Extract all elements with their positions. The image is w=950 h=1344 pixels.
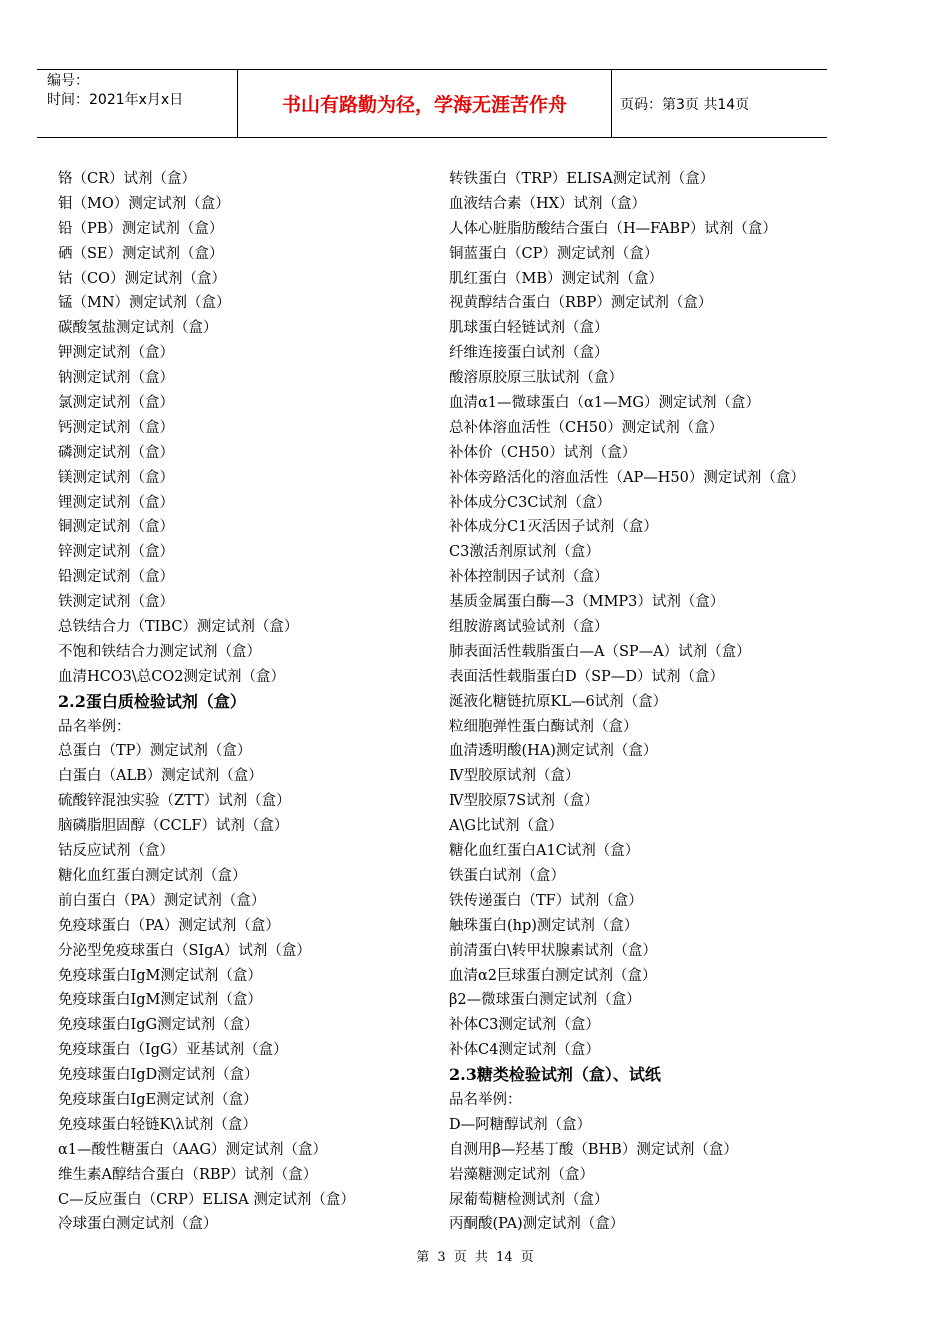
list-item: 铁测定试剂（盒） bbox=[58, 594, 174, 611]
list-item: 前白蛋白（PA）测定试剂（盒） bbox=[58, 892, 266, 909]
list-item: 粒细胞弹性蛋白酶试剂（盒） bbox=[449, 718, 638, 735]
header-meta bbox=[47, 72, 237, 110]
list-item: 钴反应试剂（盒） bbox=[58, 843, 174, 860]
list-item: β2—微球蛋白测定试剂（盒） bbox=[449, 992, 641, 1009]
list-item: 补体C4测定试剂（盒） bbox=[449, 1042, 600, 1059]
list-item: 肺表面活性载脂蛋白—A（SP—A）试剂（盒） bbox=[449, 643, 751, 660]
list-item: 维生素A醇结合蛋白（RBP）试剂（盒） bbox=[58, 1166, 318, 1183]
list-item: 补体价（CH50）试剂（盒） bbox=[449, 444, 637, 461]
list-item: 补体C3测定试剂（盒） bbox=[449, 1017, 600, 1034]
list-item: 硒（SE）测定试剂（盒） bbox=[58, 245, 224, 262]
list-item: 总蛋白（TP）测定试剂（盒） bbox=[58, 743, 252, 760]
document-number-label: 编号： bbox=[47, 73, 89, 89]
list-item: 钠测定试剂（盒） bbox=[58, 370, 174, 387]
list-item: 磷测定试剂（盒） bbox=[58, 444, 174, 461]
list-item: 组胺游离试验试剂（盒） bbox=[449, 619, 609, 636]
list-item: C3激活剂原试剂（盒） bbox=[449, 544, 600, 561]
list-item: 触珠蛋白(hp)测定试剂（盒） bbox=[449, 917, 639, 934]
list-item: A\G比试剂（盒） bbox=[449, 818, 563, 835]
list-item: 免疫球蛋白IgE测定试剂（盒） bbox=[58, 1091, 258, 1108]
page-footer: 第 3 页 共 14 页 bbox=[416, 1250, 534, 1265]
list-item: 铅（PB）测定试剂（盒） bbox=[58, 220, 224, 237]
list-item: 补体旁路活化的溶血活性（AP—H50）测定试剂（盒） bbox=[449, 469, 805, 486]
list-item: 糖化血红蛋白测定试剂（盒） bbox=[58, 867, 247, 884]
header-divider bbox=[611, 70, 612, 137]
list-item: 视黄醇结合蛋白（RBP）测定试剂（盒） bbox=[449, 295, 713, 312]
list-item: 免疫球蛋白（PA）测定试剂（盒） bbox=[58, 917, 280, 934]
list-item: 分泌型免疫球蛋白（SIgA）试剂（盒） bbox=[58, 942, 311, 959]
list-item: 锰（MN）测定试剂（盒） bbox=[58, 295, 231, 312]
left-column bbox=[58, 167, 458, 1237]
list-item: C—反应蛋白（CRP）ELISA 测定试剂（盒） bbox=[58, 1191, 355, 1208]
list-item: 表面活性载脂蛋白D（SP—D）试剂（盒） bbox=[449, 668, 724, 685]
list-item: 总补体溶血活性（CH50）测定试剂（盒） bbox=[449, 419, 724, 436]
list-item: 血清α2巨球蛋白测定试剂（盒） bbox=[449, 967, 657, 984]
list-item: 岩藻糖测定试剂（盒） bbox=[449, 1166, 594, 1183]
list-item: 转铁蛋白（TRP）ELISA测定试剂（盒） bbox=[449, 171, 715, 187]
list-item: 锌测定试剂（盒） bbox=[58, 544, 174, 561]
list-item: 前清蛋白\转甲状腺素试剂（盒） bbox=[449, 942, 657, 959]
list-item: 血清透明酸(HA)测定试剂（盒） bbox=[449, 743, 658, 760]
right-column bbox=[449, 167, 869, 1237]
list-item: 糖化血红蛋白A1C试剂（盒） bbox=[449, 843, 640, 860]
list-item: 肌红蛋白（MB）测定试剂（盒） bbox=[449, 270, 664, 287]
section-heading: 2.3糖类检验试剂（盒）、试纸 bbox=[449, 1065, 661, 1085]
list-item: 氯测定试剂（盒） bbox=[58, 395, 174, 412]
list-item: 基质金属蛋白酶—3（MMP3）试剂（盒） bbox=[449, 594, 725, 611]
list-item: 铜蓝蛋白（CP）测定试剂（盒） bbox=[449, 245, 659, 262]
list-item: 自测用β—羟基丁酸（BHB）测定试剂（盒） bbox=[449, 1141, 738, 1158]
list-item: 免疫球蛋白轻链K\λ试剂（盒） bbox=[58, 1116, 257, 1133]
list-item: 丙酮酸(PA)测定试剂（盒） bbox=[449, 1216, 625, 1233]
list-item: 纤维连接蛋白试剂（盒） bbox=[449, 345, 609, 362]
list-item: 人体心脏脂肪酸结合蛋白（H—FABP）试剂（盒） bbox=[449, 220, 777, 237]
list-item: 补体成分C1灭活因子试剂（盒） bbox=[449, 519, 658, 536]
list-item: 涎液化糖链抗原KL—6试剂（盒） bbox=[449, 693, 668, 710]
list-item: 铁传递蛋白（TF）试剂（盒） bbox=[449, 892, 643, 909]
list-item: 血清α1—微球蛋白（α1—MG）测定试剂（盒） bbox=[449, 395, 760, 412]
list-item: 免疫球蛋白IgM测定试剂（盒） bbox=[58, 992, 262, 1009]
list-item: 钴（CO）测定试剂（盒） bbox=[58, 270, 226, 287]
list-item: 铁蛋白试剂（盒） bbox=[449, 867, 565, 884]
list-item: 免疫球蛋白IgD测定试剂（盒） bbox=[58, 1067, 259, 1084]
list-item: 锂测定试剂（盒） bbox=[58, 494, 174, 511]
list-item: 酸溶原胶原三肽试剂（盒） bbox=[449, 370, 623, 387]
header-motto: 书山有路勤为径，学海无涯苦作舟 bbox=[281, 94, 567, 116]
page-header bbox=[37, 69, 827, 138]
list-item: 血液结合素（HX）试剂（盒） bbox=[449, 195, 646, 212]
section-heading: 2.2蛋白质检验试剂（盒） bbox=[58, 691, 246, 711]
list-item: 补体成分C3C试剂（盒） bbox=[449, 494, 611, 511]
list-item: Ⅳ型胶原试剂（盒） bbox=[449, 768, 580, 785]
header-page-label: 页码：第3页 共14页 bbox=[620, 96, 750, 113]
list-item: Ⅳ型胶原7S试剂（盒） bbox=[449, 793, 599, 810]
list-item: α1—酸性糖蛋白（AAG）测定试剂（盒） bbox=[58, 1141, 328, 1158]
list-item: 钾测定试剂（盒） bbox=[58, 345, 174, 362]
list-item: 不饱和铁结合力测定试剂（盒） bbox=[58, 643, 261, 660]
list-item: 血清HCO3\总CO2测定试剂（盒） bbox=[58, 668, 285, 685]
list-item: 冷球蛋白测定试剂（盒） bbox=[58, 1216, 218, 1233]
list-item: 铅测定试剂（盒） bbox=[58, 569, 174, 586]
list-item: 品名举例： bbox=[58, 718, 131, 735]
list-item: 品名举例： bbox=[449, 1091, 522, 1108]
list-item: 钼（MO）测定试剂（盒） bbox=[58, 195, 230, 212]
list-item: 肌球蛋白轻链试剂（盒） bbox=[449, 320, 609, 337]
list-item: 尿葡萄糖检测试剂（盒） bbox=[449, 1191, 609, 1208]
document-time-label: 时间：2021年x月x日 bbox=[47, 92, 184, 108]
list-item: 镁测定试剂（盒） bbox=[58, 469, 174, 486]
list-item: 补体控制因子试剂（盒） bbox=[449, 569, 609, 586]
list-item: 铬（CR）试剂（盒） bbox=[58, 171, 197, 187]
list-item: 钙测定试剂（盒） bbox=[58, 419, 174, 436]
list-item: 白蛋白（ALB）测定试剂（盒） bbox=[58, 768, 263, 785]
list-item: 脑磷脂胆固醇（CCLF）试剂（盒） bbox=[58, 818, 289, 835]
list-item: 碳酸氢盐测定试剂（盒） bbox=[58, 320, 218, 337]
list-item: 铜测定试剂（盒） bbox=[58, 519, 174, 536]
list-item: 免疫球蛋白IgG测定试剂（盒） bbox=[58, 1017, 259, 1034]
list-item: 硫酸锌混浊实验（ZTT）试剂（盒） bbox=[58, 793, 291, 810]
list-item: 总铁结合力（TIBC）测定试剂（盒） bbox=[58, 619, 299, 636]
list-item: D—阿糖醇试剂（盒） bbox=[449, 1116, 592, 1133]
list-item: 免疫球蛋白（IgG）亚基试剂（盒） bbox=[58, 1042, 288, 1059]
list-item: 免疫球蛋白IgM测定试剂（盒） bbox=[58, 967, 262, 984]
